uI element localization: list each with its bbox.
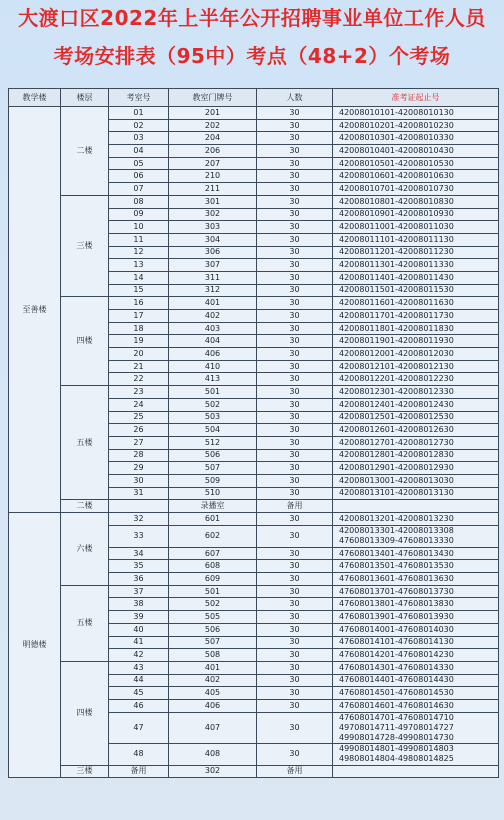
door-number-cell: 302 [169,765,257,778]
room-number-cell: 30 [109,474,169,487]
count-cell: 30 [257,573,333,586]
ticket-range-line: 42008011901-42008011930 [339,336,454,346]
count-cell: 30 [257,611,333,624]
ticket-range-line: 42008012201-42008012230 [339,374,454,384]
count-cell: 30 [257,310,333,323]
count-cell: 30 [257,221,333,234]
door-number-cell: 312 [169,284,257,297]
ticket-range-cell [333,462,499,475]
count-cell: 30 [257,398,333,411]
count-cell: 30 [257,424,333,437]
count-cell: 30 [257,195,333,208]
door-number-cell: 405 [169,687,257,700]
door-number-cell: 501 [169,386,257,399]
room-number-cell: 09 [109,208,169,221]
ticket-range-cell [333,436,499,449]
door-number-cell: 512 [169,436,257,449]
room-number-cell: 24 [109,398,169,411]
count-cell: 30 [257,661,333,674]
floor-cell: 三楼 [61,765,109,778]
ticket-range-line: 47608014201-47608014230 [339,650,454,660]
ticket-range-cell [333,699,499,712]
count-cell: 30 [257,462,333,475]
door-number-cell: 602 [169,525,257,547]
ticket-range-cell [333,513,499,526]
ticket-range-line: 47608013801-47608013830 [339,599,454,609]
door-number-cell: 303 [169,221,257,234]
room-number-cell: 45 [109,687,169,700]
ticket-range-line: 42008011301-42008011330 [339,260,454,270]
ticket-range-cell [333,573,499,586]
floor-cell: 二楼 [61,500,109,513]
count-cell: 30 [257,743,333,765]
door-number-cell: 404 [169,335,257,348]
ticket-range-cell [333,322,499,335]
door-number-cell: 403 [169,322,257,335]
ticket-range-cell [333,765,499,778]
room-number-cell: 39 [109,611,169,624]
table-row [9,500,499,513]
door-number-cell: 401 [169,297,257,310]
ticket-range-line: 47608014501-47608014530 [339,688,454,698]
ticket-range-cell [333,132,499,145]
ticket-range-cell [333,474,499,487]
room-number-cell: 25 [109,411,169,424]
ticket-range-cell [333,360,499,373]
room-number-cell: 42 [109,649,169,662]
ticket-range-line: 42008011201-42008011230 [339,247,454,257]
floor-cell: 四楼 [61,297,109,386]
count-cell: 30 [257,119,333,132]
ticket-range-cell [333,525,499,547]
ticket-range-cell [333,585,499,598]
room-number-cell: 34 [109,547,169,560]
door-number-cell: 506 [169,623,257,636]
ticket-range-cell [333,145,499,158]
room-number-cell: 46 [109,699,169,712]
count-cell: 30 [257,636,333,649]
door-number-cell: 406 [169,348,257,361]
floor-cell: 五楼 [61,585,109,661]
ticket-range-cell [333,284,499,297]
ticket-range-cell [333,649,499,662]
ticket-range-line: 47608014601-47608014630 [339,700,454,710]
room-number-cell: 43 [109,661,169,674]
door-number-cell: 202 [169,119,257,132]
count-cell: 30 [257,348,333,361]
room-number-cell: 02 [109,119,169,132]
count-cell: 30 [257,547,333,560]
count-cell: 30 [257,623,333,636]
ticket-range-cell [333,560,499,573]
door-number-cell: 210 [169,170,257,183]
count-cell: 30 [257,233,333,246]
room-number-cell: 19 [109,335,169,348]
ticket-range-cell [333,170,499,183]
room-number-cell: 18 [109,322,169,335]
table-row [9,297,499,310]
door-number-cell: 402 [169,674,257,687]
ticket-range-line: 42008013001-42008013030 [339,475,454,485]
count-cell: 30 [257,132,333,145]
ticket-range-line: 42008010601-42008010630 [339,171,454,181]
floor-cell: 三楼 [61,195,109,297]
ticket-range-line: 42008012401-42008012430 [339,399,454,409]
ticket-range-cell [333,398,499,411]
door-number-cell: 503 [169,411,257,424]
ticket-range-line: 42008010901-42008010930 [339,209,454,219]
ticket-range-line: 47608013701-47608013730 [339,586,454,596]
ticket-range-line: 49908014801-49908014803 [339,744,454,754]
header-room-no: 考室号 [109,89,169,107]
ticket-range-line: 42008010301-42008010330 [339,133,454,143]
ticket-range-line: 42008011601-42008011630 [339,298,454,308]
count-cell: 30 [257,246,333,259]
ticket-range-line: 42008012301-42008012330 [339,386,454,396]
ticket-range-cell [333,386,499,399]
header-door-no: 教室门牌号 [169,89,257,107]
room-number-cell: 备用 [109,765,169,778]
count-cell: 30 [257,145,333,158]
door-number-cell: 306 [169,246,257,259]
title-line-2: 考场安排表（95中）考点（48+2）个考场 [53,44,451,68]
count-cell: 30 [257,699,333,712]
table-row [9,585,499,598]
floor-cell: 五楼 [61,386,109,500]
ticket-range-line: 42008011701-42008011730 [339,310,454,320]
door-number-cell: 506 [169,449,257,462]
ticket-range-cell [333,107,499,120]
count-cell: 30 [257,183,333,196]
ticket-range-line: 47608013901-47608013930 [339,611,454,621]
room-number-cell: 04 [109,145,169,158]
count-cell: 30 [257,297,333,310]
room-number-cell: 48 [109,743,169,765]
ticket-range-line: 42008010701-42008010730 [339,183,454,193]
floor-cell: 二楼 [61,107,109,196]
ticket-range-cell [333,348,499,361]
ticket-range-line: 42008013101-42008013130 [339,488,454,498]
door-number-cell: 410 [169,360,257,373]
room-number-cell: 32 [109,513,169,526]
count-cell: 30 [257,411,333,424]
door-number-cell: 302 [169,208,257,221]
door-number-cell: 502 [169,398,257,411]
ticket-range-cell [333,183,499,196]
room-number-cell: 31 [109,487,169,500]
count-cell: 30 [257,436,333,449]
door-number-cell: 301 [169,195,257,208]
count-cell: 30 [257,674,333,687]
door-number-cell: 507 [169,462,257,475]
door-number-cell: 608 [169,560,257,573]
count-cell: 30 [257,373,333,386]
ticket-range-line: 42008011101-42008011130 [339,234,454,244]
count-cell: 30 [257,598,333,611]
ticket-range-cell [333,297,499,310]
room-number-cell: 06 [109,170,169,183]
ticket-range-line: 47608013501-47608013530 [339,561,454,571]
room-number-cell: 28 [109,449,169,462]
table-row [9,661,499,674]
count-cell: 30 [257,335,333,348]
room-number-cell: 41 [109,636,169,649]
room-number-cell: 15 [109,284,169,297]
count-cell: 30 [257,208,333,221]
ticket-range-line: 42008012901-42008012930 [339,463,454,473]
room-number-cell [109,500,169,513]
ticket-range-line: 47608013601-47608013630 [339,573,454,583]
ticket-range-line: 42008012101-42008012130 [339,361,454,371]
room-number-cell: 08 [109,195,169,208]
room-number-cell: 05 [109,157,169,170]
room-number-cell: 29 [109,462,169,475]
room-number-cell: 01 [109,107,169,120]
ticket-range-cell [333,743,499,765]
ticket-range-cell [333,157,499,170]
room-number-cell: 13 [109,259,169,272]
door-number-cell: 505 [169,611,257,624]
room-number-cell: 12 [109,246,169,259]
ticket-range-line: 42008013301-42008013308 [339,526,454,536]
room-number-cell: 11 [109,233,169,246]
room-number-cell: 17 [109,310,169,323]
ticket-range-cell [333,661,499,674]
floor-cell: 六楼 [61,513,109,586]
room-number-cell: 40 [109,623,169,636]
ticket-range-line: 42008012001-42008012030 [339,348,454,358]
room-number-cell: 27 [109,436,169,449]
door-number-cell: 509 [169,474,257,487]
count-cell: 30 [257,157,333,170]
ticket-range-cell [333,411,499,424]
count-cell: 30 [257,322,333,335]
table-row [9,107,499,120]
ticket-range-line: 47608014701-47608014710 [339,712,454,722]
ticket-range-line: 42008010201-42008010230 [339,120,454,130]
door-number-cell: 311 [169,271,257,284]
ticket-range-cell [333,310,499,323]
door-number-cell: 录播室 [169,500,257,513]
door-number-cell: 504 [169,424,257,437]
header-floor: 楼层 [61,89,109,107]
door-number-cell: 510 [169,487,257,500]
count-cell: 30 [257,107,333,120]
table-row [9,386,499,399]
room-number-cell: 26 [109,424,169,437]
room-number-cell: 23 [109,386,169,399]
ticket-range-cell [333,373,499,386]
title-line-1: 大渡口区2022年上半年公开招聘事业单位工作人员 [18,6,486,30]
count-cell: 30 [257,487,333,500]
room-number-cell: 20 [109,348,169,361]
count-cell: 30 [257,712,333,743]
ticket-range-cell [333,208,499,221]
room-number-cell: 03 [109,132,169,145]
ticket-range-line: 42008012501-42008012530 [339,412,454,422]
door-number-cell: 204 [169,132,257,145]
count-cell: 30 [257,386,333,399]
door-number-cell: 211 [169,183,257,196]
ticket-range-line: 42008012601-42008012630 [339,425,454,435]
ticket-range-line: 42008012701-42008012730 [339,437,454,447]
ticket-range-cell [333,246,499,259]
door-number-cell: 609 [169,573,257,586]
table-row [9,765,499,778]
room-number-cell: 10 [109,221,169,234]
count-cell: 30 [257,284,333,297]
door-number-cell: 508 [169,649,257,662]
count-cell: 备用 [257,500,333,513]
ticket-range-line: 42008010801-42008010830 [339,196,454,206]
ticket-range-cell [333,449,499,462]
ticket-range-cell [333,687,499,700]
ticket-range-line: 49908014728-49908014730 [339,732,454,742]
door-number-cell: 408 [169,743,257,765]
room-number-cell: 22 [109,373,169,386]
room-number-cell: 14 [109,271,169,284]
door-number-cell: 304 [169,233,257,246]
table-row [9,513,499,526]
room-number-cell: 33 [109,525,169,547]
door-number-cell: 607 [169,547,257,560]
ticket-range-line: 42008011401-42008011430 [339,272,454,282]
ticket-range-cell [333,636,499,649]
room-number-cell: 37 [109,585,169,598]
table-row [9,195,499,208]
building-cell: 明德楼 [9,513,61,778]
ticket-range-line: 42008011001-42008011030 [339,222,454,232]
header-row [9,89,499,107]
count-cell: 30 [257,259,333,272]
count-cell: 30 [257,585,333,598]
door-number-cell: 502 [169,598,257,611]
ticket-range-line: 47608013401-47608013430 [339,548,454,558]
header-building: 教学楼 [9,89,61,107]
ticket-range-cell [333,674,499,687]
ticket-range-cell [333,547,499,560]
ticket-range-line: 42008011501-42008011530 [339,285,454,295]
ticket-range-line: 42008013201-42008013230 [339,513,454,523]
door-number-cell: 407 [169,712,257,743]
door-number-cell: 207 [169,157,257,170]
ticket-range-cell [333,233,499,246]
count-cell: 30 [257,560,333,573]
ticket-range-cell [333,335,499,348]
room-number-cell: 47 [109,712,169,743]
ticket-range-line: 49708014711-49708014727 [339,722,454,732]
ticket-range-line: 42008010401-42008010430 [339,145,454,155]
ticket-range-cell [333,195,499,208]
ticket-range-line: 47608014001-47608014030 [339,624,454,634]
door-number-cell: 501 [169,585,257,598]
door-number-cell: 402 [169,310,257,323]
ticket-range-line: 42008010501-42008010530 [339,158,454,168]
ticket-range-cell [333,598,499,611]
ticket-range-cell [333,712,499,743]
ticket-range-cell [333,424,499,437]
ticket-range-cell [333,221,499,234]
ticket-range-cell [333,500,499,513]
ticket-range-line: 47608014401-47608014430 [339,675,454,685]
count-cell: 30 [257,649,333,662]
count-cell: 30 [257,360,333,373]
count-cell: 30 [257,525,333,547]
door-number-cell: 401 [169,661,257,674]
schedule-table [8,88,499,778]
count-cell: 备用 [257,765,333,778]
count-cell: 30 [257,449,333,462]
room-number-cell: 16 [109,297,169,310]
door-number-cell: 413 [169,373,257,386]
room-number-cell: 07 [109,183,169,196]
building-cell: 至善楼 [9,107,61,513]
room-number-cell: 36 [109,573,169,586]
header-ticket-range: 准考证起止号 [333,89,499,107]
ticket-range-cell [333,259,499,272]
room-number-cell: 21 [109,360,169,373]
count-cell: 30 [257,513,333,526]
door-number-cell: 406 [169,699,257,712]
room-number-cell: 38 [109,598,169,611]
ticket-range-line: 42008010101-42008010130 [339,107,454,117]
ticket-range-cell [333,623,499,636]
ticket-range-cell [333,487,499,500]
count-cell: 30 [257,474,333,487]
ticket-range-line: 47608014101-47608014130 [339,637,454,647]
door-number-cell: 201 [169,107,257,120]
ticket-range-cell [333,119,499,132]
ticket-range-line: 42008011801-42008011830 [339,323,454,333]
door-number-cell: 507 [169,636,257,649]
ticket-range-cell [333,611,499,624]
count-cell: 30 [257,687,333,700]
door-number-cell: 206 [169,145,257,158]
count-cell: 30 [257,170,333,183]
ticket-range-cell [333,271,499,284]
floor-cell: 四楼 [61,661,109,765]
door-number-cell: 307 [169,259,257,272]
ticket-range-line: 49808014804-49808014825 [339,754,454,764]
room-number-cell: 35 [109,560,169,573]
ticket-range-line: 42008012801-42008012830 [339,450,454,460]
ticket-range-line: 47608014301-47608014330 [339,662,454,672]
count-cell: 30 [257,271,333,284]
door-number-cell: 601 [169,513,257,526]
header-count: 人数 [257,89,333,107]
room-number-cell: 44 [109,674,169,687]
ticket-range-line: 47608013309-47608013330 [339,536,454,546]
